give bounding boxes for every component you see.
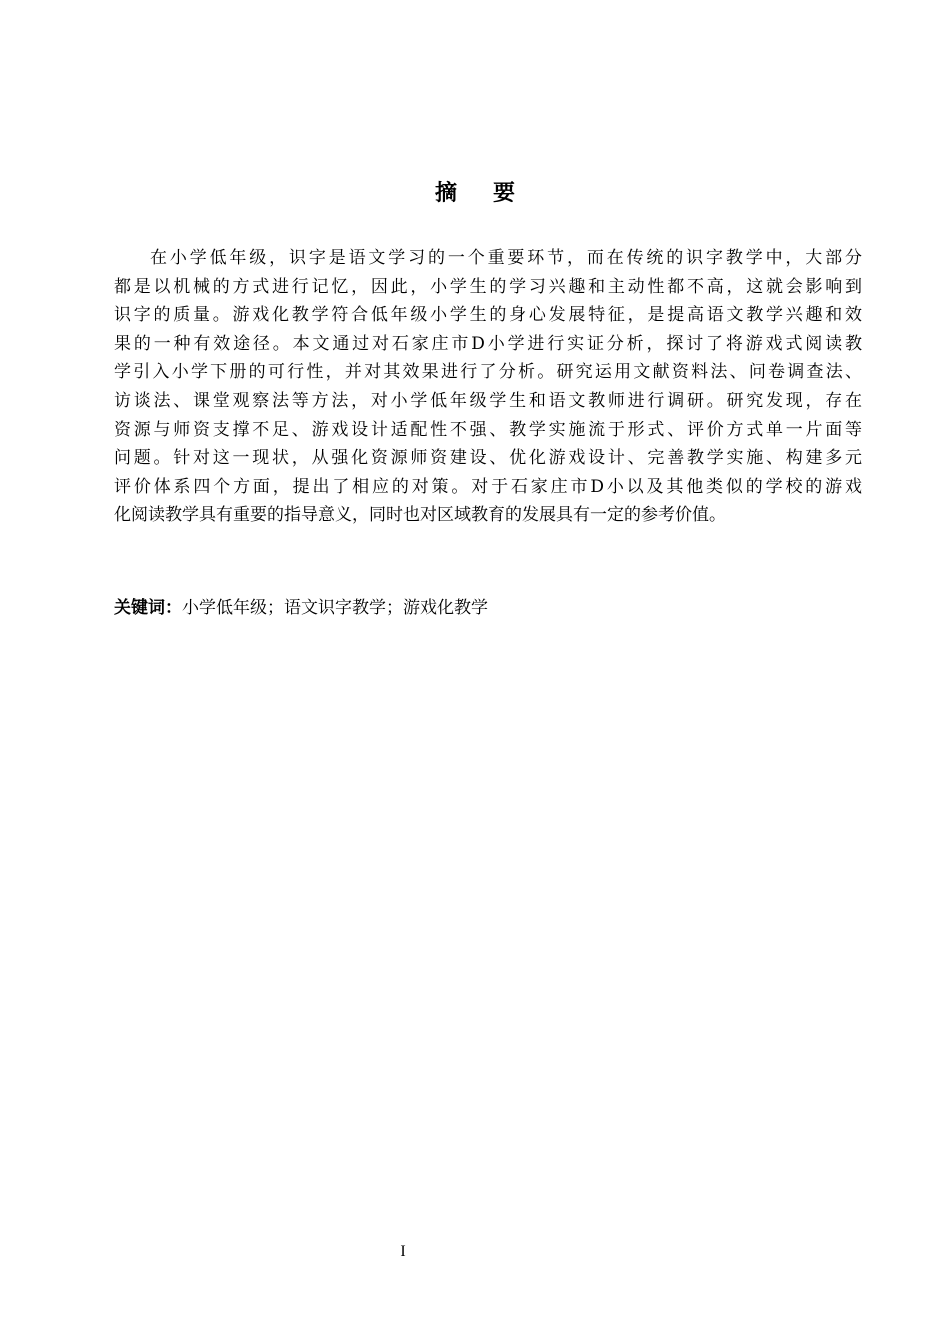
abstract-body xyxy=(114,244,862,530)
abstract-line: 访谈法、课堂观察法等方法，对小学低年级学生和语文教师进行调研。研究发现，存在 xyxy=(114,390,862,411)
abstract-line: 识字的质量。游戏化教学符合低年级小学生的身心发展特征，是提高语文教学兴趣和效 xyxy=(114,305,862,326)
abstract-line: 化阅读教学具有重要的指导意义，同时也对区域教育的发展具有一定的参考价值。 xyxy=(114,505,726,526)
keywords-list: 小学低年级；语文识字教学；游戏化教学 xyxy=(182,598,488,618)
abstract-line: 资源与师资支撑不足、游戏设计适配性不强、教学实施流于形式、评价方式单一片面等 xyxy=(114,419,862,440)
abstract-line: 果的一种有效途径。本文通过对石家庄市D小学进行实证分析，探讨了将游戏式阅读教 xyxy=(114,333,862,354)
keywords xyxy=(114,594,862,622)
abstract-line: 在小学低年级，识字是语文学习的一个重要环节，而在传统的识字教学中，大部分 xyxy=(150,248,862,268)
abstract-line: 评价体系四个方面，提出了相应的对策。对于石家庄市D小以及其他类似的学校的游戏 xyxy=(114,476,862,497)
abstract-title-char-2: 要 xyxy=(493,181,516,206)
abstract-line: 学引入小学下册的可行性，并对其效果进行了分析。研究运用文献资料法、问卷调查法、 xyxy=(114,362,862,383)
abstract-line: 问题。针对这一现状，从强化资源师资建设、优化游戏设计、完善教学实施、构建多元 xyxy=(114,448,862,469)
abstract-title-char-1: 摘 xyxy=(434,181,457,206)
abstract-line: 都是以机械的方式进行记忆，因此，小学生的学习兴趣和主动性都不高，这就会影响到 xyxy=(114,276,862,297)
page-number: I xyxy=(400,1243,406,1260)
keywords-label: 关键词： xyxy=(114,598,182,618)
abstract-title xyxy=(0,178,950,210)
